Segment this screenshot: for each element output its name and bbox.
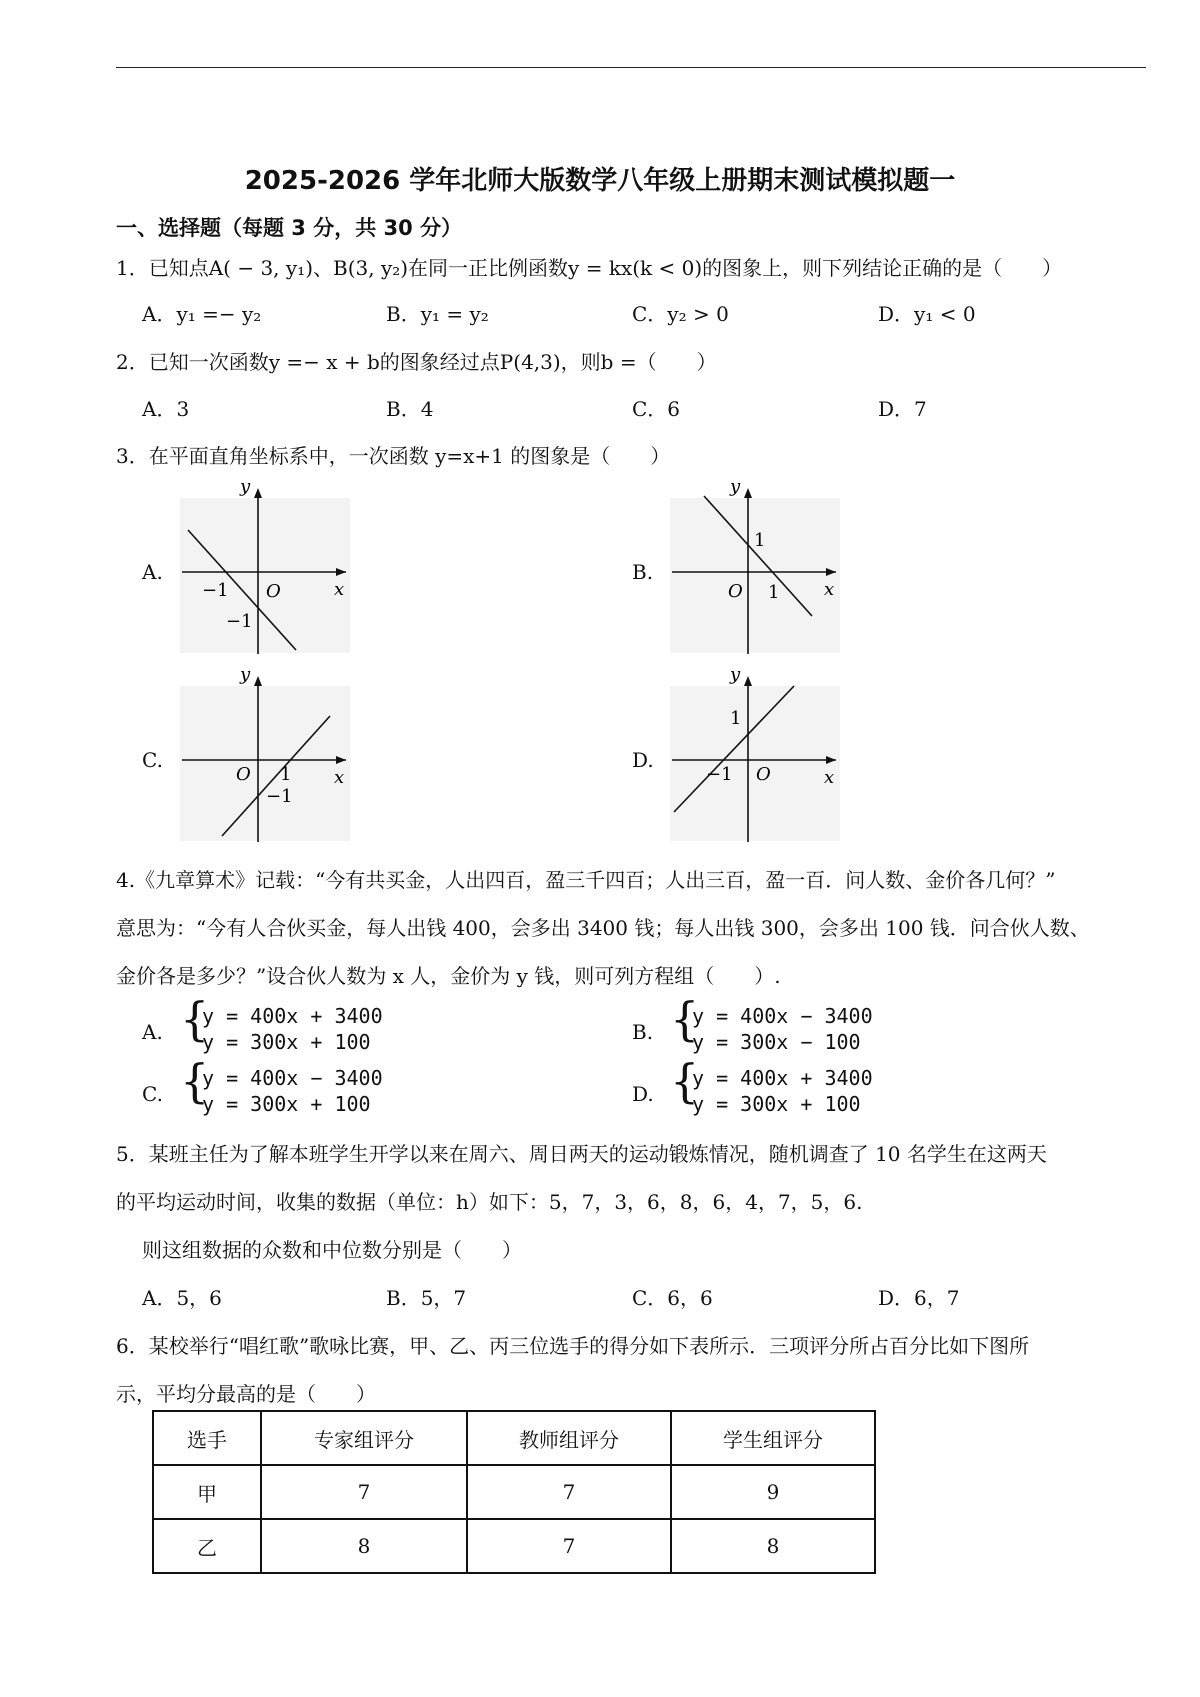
table-header-cell: 专家组评分 [261, 1411, 467, 1465]
table-cell: 8 [261, 1519, 467, 1573]
tick-label-x: 1 [280, 764, 292, 785]
section-heading: 一、选择题（每题 3 分，共 30 分） [116, 216, 463, 240]
header-rule [116, 67, 1146, 68]
question-3-stem: 3．在平面直角坐标系中，一次函数 y=x+1 的图象是（ ） [116, 444, 671, 468]
brace-icon: { [180, 992, 210, 1046]
q3-option-d-label[interactable]: D. [632, 748, 654, 772]
q2-option-c[interactable]: C．6 [632, 397, 681, 421]
x-label: x [824, 767, 835, 788]
table-cell: 7 [467, 1519, 671, 1573]
tick-label-y: 1 [730, 708, 742, 729]
q3-graph-a [176, 478, 356, 658]
page-title: 2025-2026 学年北师大版数学八年级上册期末测试模拟题一 [244, 166, 956, 196]
equation-2: y = 300x + 100 [692, 1092, 861, 1116]
q4-option-b-label[interactable]: B. [632, 1020, 654, 1044]
y-label: y [240, 478, 251, 497]
y-label: y [730, 478, 741, 497]
q5-option-b[interactable]: B．5，7 [386, 1286, 467, 1310]
question-4-line-2: 意思为：“今有人合伙买金，每人出钱 400，会多出 3400 钱；每人出钱 300，会多出 100 钱．问合伙人数、 [116, 916, 1090, 940]
table-cell: 7 [467, 1465, 671, 1519]
graph-background [180, 686, 350, 841]
y-axis-arrow [254, 676, 262, 686]
table-cell: 9 [671, 1465, 875, 1519]
table-header-row [153, 1411, 875, 1465]
question-5-line-3: 则这组数据的众数和中位数分别是（ ） [142, 1238, 522, 1262]
equation-1: y = 400x − 3400 [692, 1004, 873, 1028]
origin-label: O [236, 764, 251, 785]
tick-label-y: 1 [754, 530, 766, 551]
x-label: x [334, 579, 345, 600]
q1-option-a[interactable]: A．y₁ =− y₂ [142, 302, 262, 326]
q5-option-d[interactable]: D．6，7 [878, 1286, 960, 1310]
tick-label-y: −1 [226, 611, 253, 632]
q3-graph-d [666, 666, 846, 846]
origin-label: O [266, 581, 281, 602]
q2-option-b[interactable]: B．4 [386, 397, 434, 421]
equation-2: y = 300x + 100 [202, 1092, 371, 1116]
table-cell: 乙 [153, 1519, 261, 1573]
q2-option-a[interactable]: A．3 [142, 397, 190, 421]
equation-2: y = 300x − 100 [692, 1030, 861, 1054]
graph-background [670, 498, 840, 653]
brace-icon: { [180, 1054, 210, 1108]
score-table [152, 1410, 876, 1574]
graph-background [180, 498, 350, 653]
tick-label-x: −1 [706, 764, 733, 785]
equation-1: y = 400x + 3400 [692, 1066, 873, 1090]
question-4-line-3: 金价各是多少？”设合伙人数为 x 人，金价为 y 钱，则可列方程组（ ）. [116, 964, 781, 988]
q1-option-b[interactable]: B．y₁ = y₂ [386, 302, 489, 326]
table-row [153, 1519, 875, 1573]
question-6-line-2: 示，平均分最高的是（ ） [116, 1382, 376, 1406]
q4-option-c-label[interactable]: C. [142, 1082, 163, 1106]
tick-label-x: −1 [202, 580, 229, 601]
equation-1: y = 400x − 3400 [202, 1066, 383, 1090]
graph-background [670, 686, 840, 841]
q5-option-a[interactable]: A．5，6 [142, 1286, 222, 1310]
equation-1: y = 400x + 3400 [202, 1004, 383, 1028]
tick-label-y: −1 [266, 786, 293, 807]
table-row [153, 1465, 875, 1519]
origin-label: O [756, 764, 771, 785]
question-4-line-1: 4.《九章算术》记载：“今有共买金，人出四百，盈三千四百；人出三百，盈一百．问人数、金价各几何？” [116, 868, 1056, 892]
question-6-line-1: 6．某校举行“唱红歌”歌咏比赛，甲、乙、丙三位选手的得分如下表所示．三项评分所占百分比如下图所 [116, 1334, 1030, 1358]
q5-option-c[interactable]: C．6，6 [632, 1286, 713, 1310]
y-label: y [730, 666, 741, 685]
q3-option-b-label[interactable]: B. [632, 560, 654, 584]
x-label: x [334, 767, 345, 788]
y-axis-arrow [254, 488, 262, 498]
question-5-line-1: 5．某班主任为了解本班学生开学以来在周六、周日两天的运动锻炼情况，随机调查了 10 名学生在这两天 [116, 1142, 1047, 1166]
table-cell: 8 [671, 1519, 875, 1573]
table-cell: 甲 [153, 1465, 261, 1519]
q3-option-c-label[interactable]: C. [142, 748, 163, 772]
q4-option-d-label[interactable]: D. [632, 1082, 654, 1106]
y-axis-arrow [744, 676, 752, 686]
table-header-cell: 学生组评分 [671, 1411, 875, 1465]
q1-option-c[interactable]: C．y₂ > 0 [632, 302, 729, 326]
tick-label-x: 1 [768, 582, 780, 603]
table-header-cell: 选手 [153, 1411, 261, 1465]
q4-option-a-label[interactable]: A. [142, 1020, 163, 1044]
table-header-cell: 教师组评分 [467, 1411, 671, 1465]
brace-icon: { [670, 1054, 700, 1108]
q3-graph-c [176, 666, 356, 846]
q1-option-d[interactable]: D．y₁ < 0 [878, 302, 976, 326]
origin-label: O [728, 581, 743, 602]
table-cell: 7 [261, 1465, 467, 1519]
y-axis-arrow [744, 488, 752, 498]
x-label: x [824, 579, 835, 600]
q2-option-d[interactable]: D．7 [878, 397, 927, 421]
y-label: y [240, 666, 251, 685]
q3-option-a-label[interactable]: A. [142, 560, 163, 584]
brace-icon: { [670, 992, 700, 1046]
question-2-stem: 2．已知一次函数y =− x + b的图象经过点P(4,3)，则b =（ ） [116, 350, 717, 374]
question-1-stem: 1．已知点A( − 3, y₁)、B(3, y₂)在同一正比例函数y = kx(k < 0)的图象上，则下列结论正确的是（ ） [116, 256, 1063, 280]
question-5-line-2: 的平均运动时间，收集的数据（单位：h）如下：5，7，3，6，8，6，4，7，5，6. [116, 1190, 863, 1214]
equation-2: y = 300x + 100 [202, 1030, 371, 1054]
q3-graph-b [666, 478, 846, 658]
